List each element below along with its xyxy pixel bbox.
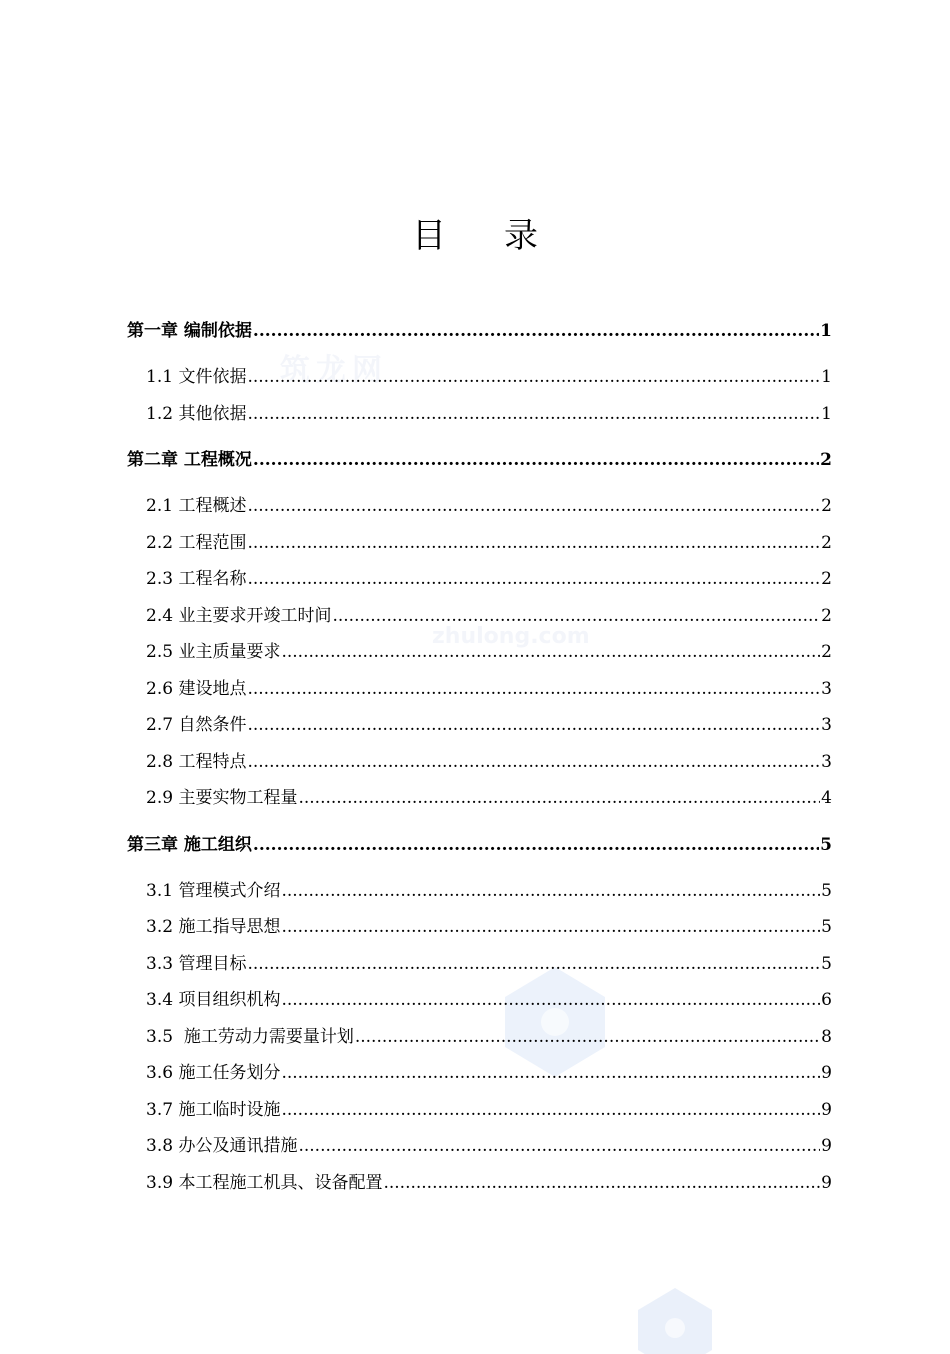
toc-page-number: 4 (821, 788, 832, 808)
toc-entry[interactable] (146, 1135, 832, 1157)
toc-leader (281, 916, 820, 938)
toc-label: 2.1 工程概述 (146, 496, 247, 516)
toc-leader (247, 403, 820, 425)
toc-page-number: 3 (821, 715, 832, 735)
toc-label: 2.8 工程特点 (146, 752, 247, 772)
toc-page-number: 9 (821, 1136, 832, 1156)
toc-entry[interactable] (146, 787, 832, 809)
toc-page-number: 5 (821, 917, 832, 937)
toc-label: 3.8 办公及通讯措施 (146, 1136, 298, 1156)
toc-label: 2.9 主要实物工程量 (146, 788, 298, 808)
toc-label: 第三章 施工组织 (127, 835, 252, 855)
toc-entry[interactable] (146, 989, 832, 1011)
toc-label: 1.2 其他依据 (146, 404, 247, 424)
toc-leader (247, 678, 820, 700)
toc-label: 3.2 施工指导思想 (146, 917, 281, 937)
toc-page-number: 2 (821, 642, 832, 662)
toc-label: 3.5 施工劳动力需要量计划 (146, 1027, 354, 1047)
toc-page-number: 9 (821, 1173, 832, 1193)
toc-page-number: 6 (821, 990, 832, 1010)
toc-page-number: 5 (820, 835, 832, 855)
toc-label: 3.6 施工任务划分 (146, 1063, 281, 1083)
toc-leader (281, 641, 820, 663)
toc-entry[interactable] (127, 449, 832, 471)
toc-entry[interactable] (146, 1026, 832, 1048)
toc-leader (298, 787, 820, 809)
toc-entry[interactable] (146, 568, 832, 590)
toc-leader (332, 605, 820, 627)
toc-page-number: 1 (821, 404, 832, 424)
toc-entry[interactable] (146, 495, 832, 517)
toc-entry[interactable] (146, 1099, 832, 1121)
toc-leader (253, 320, 819, 342)
toc-leader (383, 1172, 820, 1194)
toc-entry[interactable] (146, 953, 832, 975)
toc-label: 2.7 自然条件 (146, 715, 247, 735)
toc-leader (281, 880, 820, 902)
toc-entry[interactable] (146, 751, 832, 773)
toc-label: 第二章 工程概况 (127, 450, 252, 470)
toc-page-number: 2 (821, 606, 832, 626)
toc-leader (247, 532, 820, 554)
toc-entry[interactable] (146, 532, 832, 554)
toc-leader (298, 1135, 820, 1157)
toc-label: 2.5 业主质量要求 (146, 642, 281, 662)
toc-page-number: 1 (820, 321, 832, 341)
toc-entry[interactable] (146, 403, 832, 425)
toc-leader (253, 449, 819, 471)
toc-page-number: 9 (821, 1063, 832, 1083)
toc-label: 2.2 工程范围 (146, 533, 247, 553)
watermark-cn: 筑龙网 (280, 353, 388, 388)
toc-page-number: 8 (821, 1027, 832, 1047)
toc-entry[interactable] (127, 320, 832, 342)
toc-leader (281, 1099, 820, 1121)
page-title (0, 208, 950, 257)
toc-label: 3.9 本工程施工机具、设备配置 (146, 1173, 383, 1193)
toc-leader (247, 366, 820, 388)
toc-entry[interactable] (146, 916, 832, 938)
toc-leader (355, 1026, 820, 1048)
toc-page-number: 2 (820, 450, 832, 470)
toc-page-number: 2 (821, 496, 832, 516)
toc-page-number: 3 (821, 752, 832, 772)
toc-label: 2.4 业主要求开竣工时间 (146, 606, 332, 626)
toc-label: 2.3 工程名称 (146, 569, 247, 589)
toc-leader (247, 714, 820, 736)
toc-leader (247, 953, 820, 975)
toc-entry[interactable] (127, 834, 832, 856)
toc-page-number: 2 (821, 569, 832, 589)
watermark-en: zhulong.com (432, 624, 590, 649)
title-char-1: 目 (412, 216, 446, 256)
toc-entry[interactable] (146, 678, 832, 700)
toc-entry[interactable] (146, 880, 832, 902)
toc-page-number: 2 (821, 533, 832, 553)
toc-leader (281, 989, 820, 1011)
toc-entry[interactable] (146, 366, 832, 388)
toc-label: 第一章 编制依据 (127, 321, 252, 341)
toc-entry[interactable] (146, 714, 832, 736)
toc-entry[interactable] (146, 605, 832, 627)
toc-label: 2.6 建设地点 (146, 679, 247, 699)
toc-leader (247, 568, 820, 590)
toc-label: 3.3 管理目标 (146, 954, 247, 974)
toc-leader (281, 1062, 820, 1084)
toc-leader (247, 495, 820, 517)
toc-leader (253, 834, 819, 856)
toc-page-number: 9 (821, 1100, 832, 1120)
toc-page-number: 3 (821, 679, 832, 699)
toc-page-number: 1 (821, 367, 832, 387)
toc-entry[interactable] (146, 1172, 832, 1194)
toc-label: 3.7 施工临时设施 (146, 1100, 281, 1120)
toc-entry[interactable] (146, 641, 832, 663)
toc-page-number: 5 (821, 881, 832, 901)
toc-label: 3.1 管理模式介绍 (146, 881, 281, 901)
toc-leader (247, 751, 820, 773)
toc-label: 1.1 文件依据 (146, 367, 247, 387)
toc-page-number: 5 (821, 954, 832, 974)
toc-label: 3.4 项目组织机构 (146, 990, 281, 1010)
title-char-2: 录 (504, 216, 538, 256)
toc-entry[interactable] (146, 1062, 832, 1084)
